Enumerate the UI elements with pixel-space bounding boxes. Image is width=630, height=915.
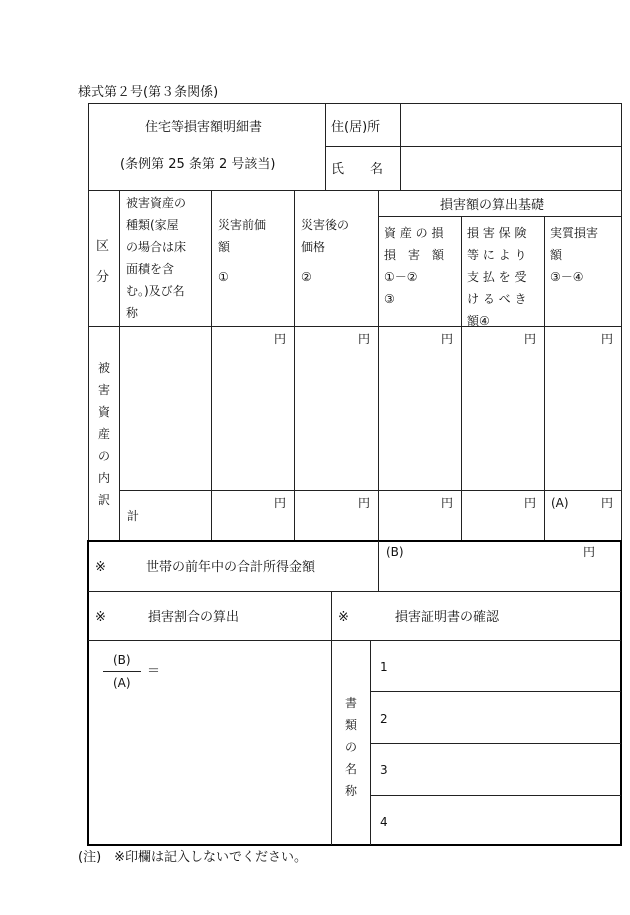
yen-unit: 円: [274, 496, 287, 510]
yen-unit: 円: [274, 332, 287, 346]
doc-row-number: 3: [380, 763, 388, 777]
yen-unit: 円: [524, 496, 537, 510]
breakdown-row-label: 被 害 資 産 の 内 訳: [98, 361, 111, 507]
footnote: (注) ※印欄は記入しないでください。: [78, 850, 308, 865]
office-use-mark: ※: [95, 560, 106, 575]
certificate-label: 損害証明書の確認: [395, 610, 500, 625]
doc-row-number: 2: [380, 712, 388, 726]
doc-name-field-1[interactable]: [395, 642, 619, 690]
value-before-header: 災害前価 額 ①: [218, 218, 267, 284]
fraction-denominator: (A): [113, 676, 131, 690]
form-number: 様式第２号(第３条関係): [78, 85, 219, 100]
yen-unit: 円: [583, 545, 596, 559]
value-after-header: 災害後の 価格 ②: [301, 218, 350, 284]
yen-unit: 円: [601, 332, 614, 346]
doc-row-number: 4: [380, 815, 388, 829]
yen-unit: 円: [358, 332, 371, 346]
asset-loss-header: 資 産 の 損 損 害 額 ①－② ③: [384, 226, 445, 306]
basis-header: 損害額の算出基礎: [440, 198, 545, 213]
doc-name-field-2[interactable]: [395, 693, 619, 742]
a-mark: (A): [551, 496, 569, 510]
fraction-numerator: (B): [113, 653, 131, 667]
value-after-field[interactable]: [296, 328, 377, 489]
name-field[interactable]: [402, 148, 619, 189]
yen-unit: 円: [358, 496, 371, 510]
office-use-mark: ※: [338, 610, 349, 625]
equals-sign: ＝: [147, 664, 161, 679]
doc-name-field-3[interactable]: [395, 745, 619, 794]
actual-loss-header: 実質損害 額 ③－④: [550, 226, 599, 284]
category-header: 区 分: [96, 239, 110, 285]
yen-unit: 円: [441, 332, 454, 346]
income-amount-field[interactable]: [380, 560, 618, 588]
asset-type-header: 被害資産の 種類(家屋 の場合は床 面積を含 む。)及び名 称: [126, 196, 187, 320]
office-use-mark: ※: [95, 610, 106, 625]
actual-loss-field[interactable]: [546, 328, 620, 489]
form-subtitle: (条例第 25 条第 2 号該当): [120, 157, 276, 172]
total-label: 計: [127, 509, 140, 523]
doc-name-field-4[interactable]: [395, 797, 619, 843]
asset-name-field[interactable]: [121, 328, 210, 489]
asset-loss-field[interactable]: [380, 328, 460, 489]
value-before-field[interactable]: [213, 328, 293, 489]
name-label: 氏 名: [331, 162, 384, 177]
yen-unit: 円: [441, 496, 454, 510]
form-title: 住宅等損害額明細書: [145, 120, 263, 135]
b-mark: (B): [386, 545, 404, 559]
income-label: 世帯の前年中の合計所得金額: [146, 560, 316, 575]
insurance-field[interactable]: [463, 328, 543, 489]
ratio-result-field[interactable]: [165, 655, 325, 835]
ratio-label: 損害割合の算出: [148, 610, 240, 625]
yen-unit: 円: [524, 332, 537, 346]
insurance-header: 損 害 保 険 等 に よ り 支 払 を 受 け る べ き 額④: [467, 226, 527, 328]
yen-unit: 円: [601, 496, 614, 510]
doc-name-label: 書 類 の 名 称: [345, 696, 358, 798]
address-field[interactable]: [402, 105, 619, 145]
address-label: 住(居)所: [331, 120, 381, 135]
doc-row-number: 1: [380, 660, 388, 674]
